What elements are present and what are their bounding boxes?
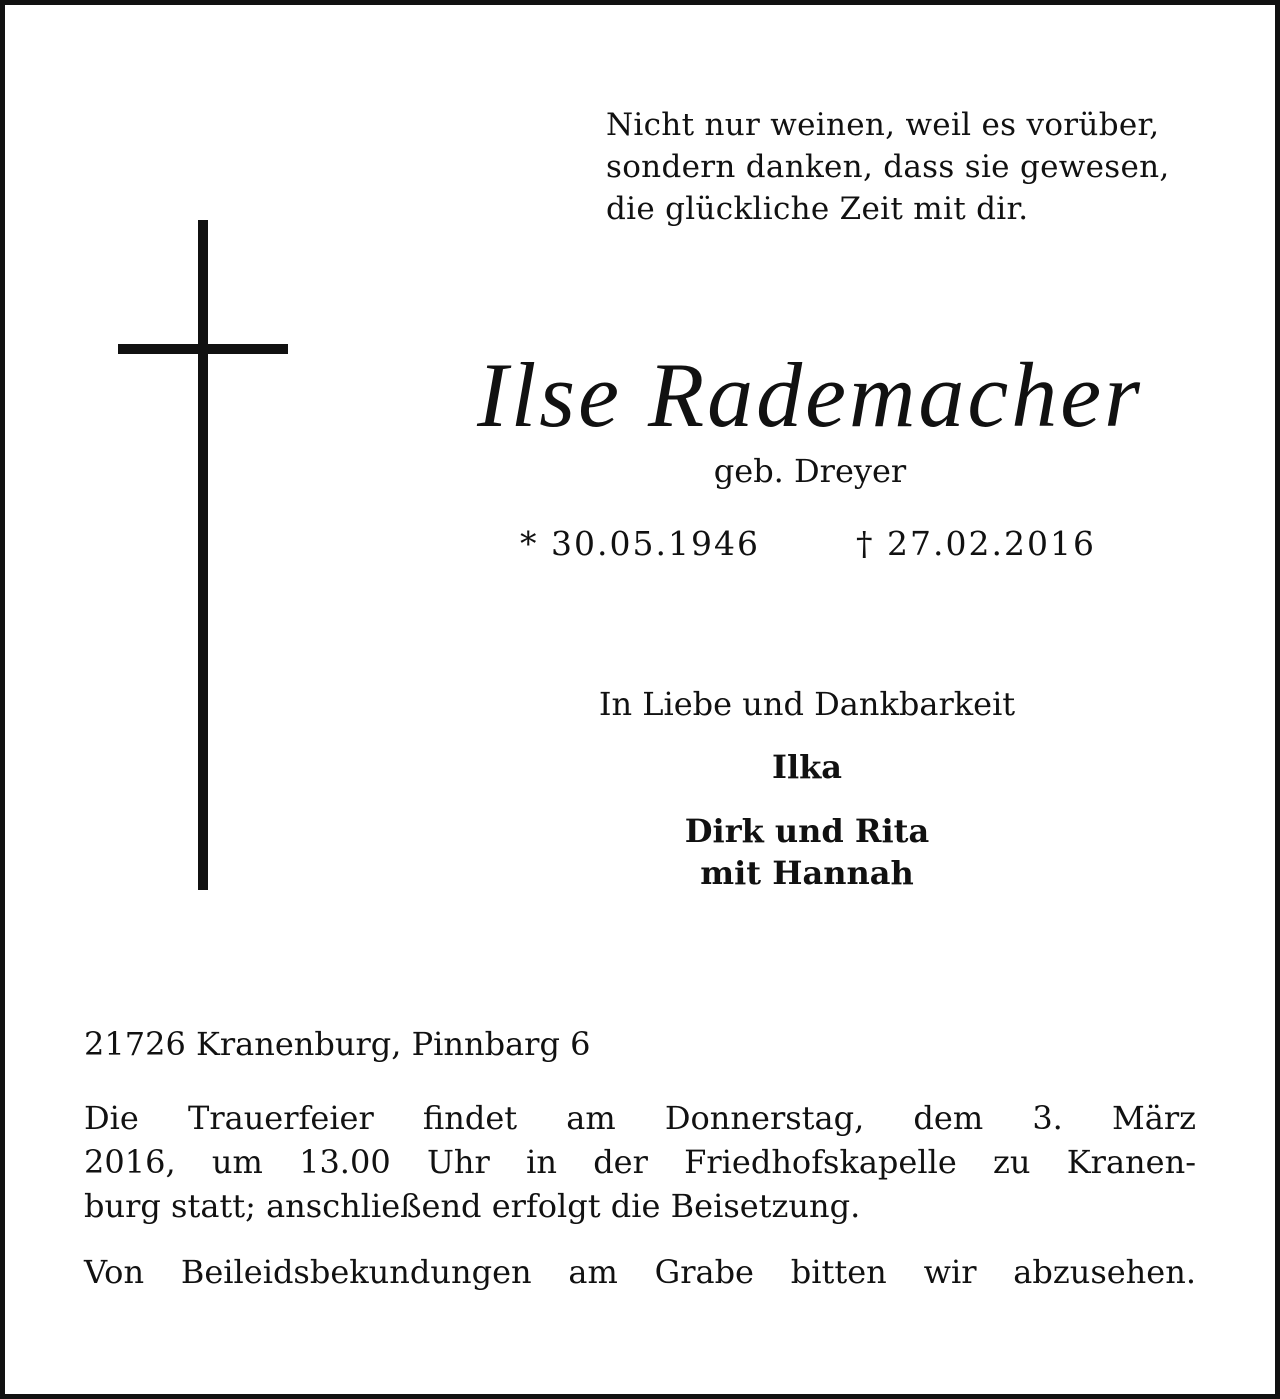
funeral-service-text (84, 1096, 1196, 1228)
family-address: 21726 Kranenburg, Pinnbarg 6 (84, 1025, 591, 1063)
mourner-name: Dirk und Rita (684, 812, 930, 850)
maiden-name: geb. Dreyer (713, 452, 907, 490)
condolence-note: Von Beileidsbekundungen am Grabe bitten wir abzusehen. (84, 1253, 1196, 1291)
mourner-name: Ilka (771, 748, 843, 786)
death-date: † 27.02.2016 (856, 524, 1096, 563)
deceased-name: Ilse Rademacher (477, 344, 1143, 446)
quote-line: sondern danken, dass sie gewesen, (606, 149, 1170, 185)
service-line: 2016, um 13.00 Uhr in der Friedhofskapelle zu Kranen- (84, 1143, 1196, 1181)
cross-horizontal-bar (118, 344, 288, 354)
service-line: burg statt; anschließend erfolgt die Beisetzung. (84, 1187, 861, 1225)
dedication-text: In Liebe und Dankbarkeit (598, 685, 1016, 723)
quote-line: die glückliche Zeit mit dir. (606, 191, 1029, 227)
mourner-name: mit Hannah (700, 854, 914, 892)
quote-line: Nicht nur weinen, weil es vorüber, (606, 107, 1160, 143)
service-line: Die Trauerfeier findet am Donnerstag, dem 3. März (84, 1099, 1196, 1137)
birth-date: * 30.05.1946 (520, 524, 760, 563)
cross-vertical-bar (198, 220, 208, 890)
memorial-quote (606, 104, 1246, 230)
